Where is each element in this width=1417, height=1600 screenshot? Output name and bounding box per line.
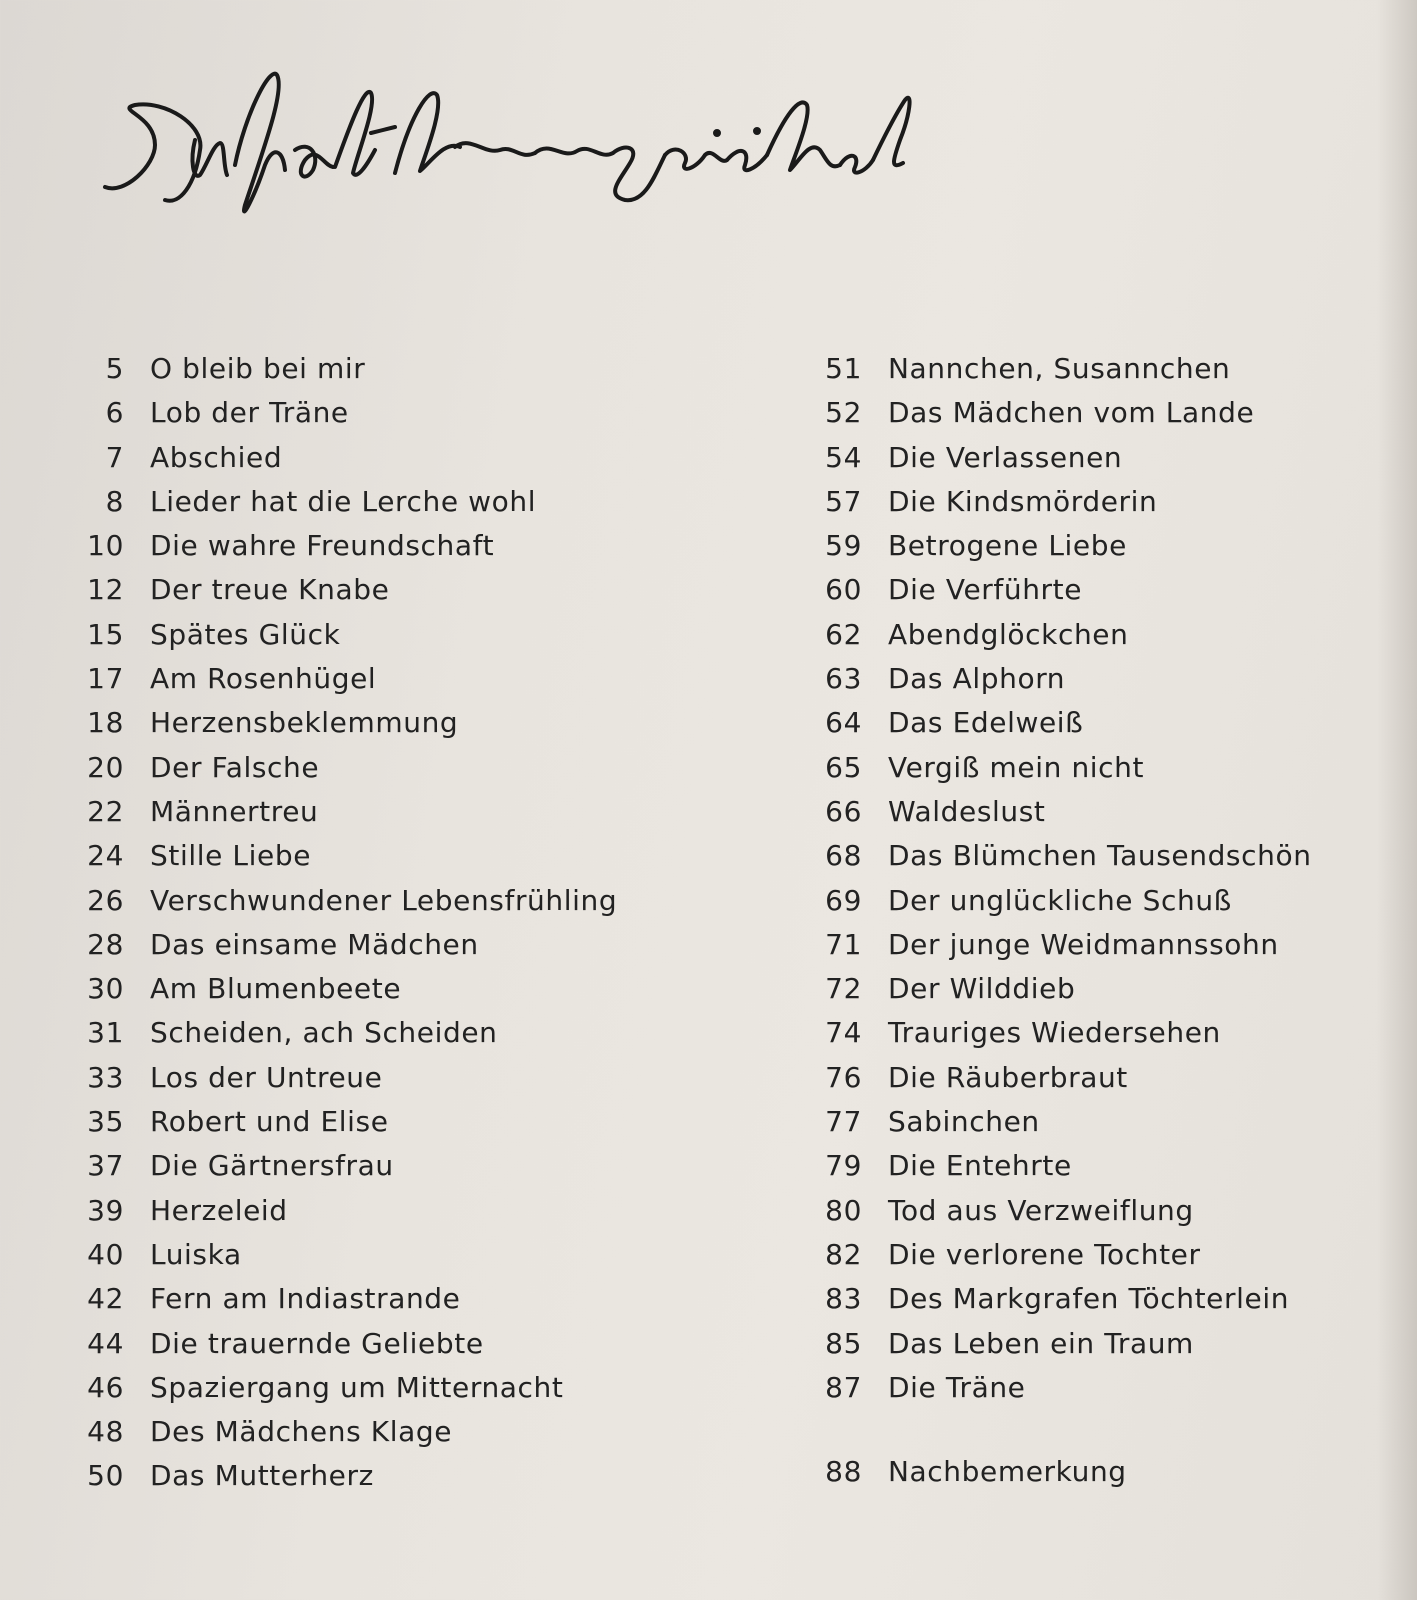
toc-entry bbox=[80, 1327, 720, 1371]
toc-title: Stille Liebe bbox=[150, 839, 312, 873]
toc-entry bbox=[80, 839, 720, 883]
toc-title: Der Wilddieb bbox=[888, 972, 1076, 1006]
toc-page-number: 69 bbox=[825, 883, 862, 917]
toc-page-number: 35 bbox=[87, 1105, 124, 1139]
toc-entry bbox=[818, 529, 1417, 573]
toc-entry bbox=[80, 795, 720, 839]
toc-entry-afterword bbox=[818, 1455, 1417, 1499]
toc-title: Betrogene Liebe bbox=[888, 529, 1127, 563]
toc-page-number: 39 bbox=[87, 1193, 124, 1227]
toc-page-number: 80 bbox=[825, 1193, 862, 1227]
toc-entry bbox=[818, 1238, 1417, 1282]
toc-entry bbox=[818, 1061, 1417, 1105]
toc-title: Am Rosenhügel bbox=[150, 662, 377, 696]
toc-entry bbox=[80, 972, 720, 1016]
toc-title: Die Kindsmörderin bbox=[888, 484, 1158, 518]
toc-title: Die verlorene Tochter bbox=[888, 1237, 1201, 1271]
toc-title: Die Räuberbraut bbox=[888, 1060, 1128, 1094]
toc-entry bbox=[80, 1194, 720, 1238]
toc-page-number: 28 bbox=[87, 927, 124, 961]
toc-entry bbox=[818, 573, 1417, 617]
toc-entry bbox=[818, 706, 1417, 750]
toc-entry bbox=[818, 795, 1417, 839]
toc-entry bbox=[818, 352, 1417, 396]
toc-page-number: 66 bbox=[825, 794, 862, 828]
toc-page-number: 51 bbox=[825, 352, 862, 385]
toc-page-number: 8 bbox=[105, 484, 124, 518]
toc-title: Los der Untreue bbox=[150, 1060, 383, 1094]
toc-title: Das Leben ein Traum bbox=[888, 1326, 1194, 1360]
toc-page-number: 83 bbox=[825, 1282, 862, 1316]
toc-title: Spätes Glück bbox=[150, 617, 341, 651]
toc-title: Trauriges Wiedersehen bbox=[888, 1016, 1221, 1050]
toc-entry bbox=[80, 706, 720, 750]
toc-page-number: 54 bbox=[825, 440, 862, 474]
toc-page-number: 17 bbox=[87, 662, 124, 696]
toc-title: Die wahre Freundschaft bbox=[150, 529, 495, 563]
toc-entry bbox=[818, 972, 1417, 1016]
toc-entry bbox=[80, 1238, 720, 1282]
toc-title: Der junge Weidmannssohn bbox=[888, 927, 1279, 961]
toc-page-number: 42 bbox=[87, 1282, 124, 1316]
toc-title: O bleib bei mir bbox=[150, 352, 366, 385]
toc-title: Das Mädchen vom Lande bbox=[888, 396, 1255, 430]
toc-entry bbox=[818, 751, 1417, 795]
toc-entry bbox=[818, 618, 1417, 662]
toc-entry bbox=[818, 839, 1417, 883]
toc-page-number: 64 bbox=[825, 706, 862, 740]
toc-entry bbox=[80, 662, 720, 706]
toc-entry bbox=[80, 1371, 720, 1415]
toc-page-number: 18 bbox=[87, 706, 124, 740]
toc-title: Herzensbeklemmung bbox=[150, 706, 459, 740]
toc-entry bbox=[818, 1327, 1417, 1371]
toc-page-number: 15 bbox=[87, 617, 124, 651]
toc-page-number: 22 bbox=[87, 794, 124, 828]
toc-title: Waldeslust bbox=[888, 794, 1046, 828]
toc-entry bbox=[80, 884, 720, 928]
toc-page-number: 50 bbox=[87, 1459, 124, 1493]
toc-title: Die Gärtnersfrau bbox=[150, 1149, 394, 1183]
toc-title: Abendglöckchen bbox=[888, 617, 1129, 651]
toc-page-number: 44 bbox=[87, 1326, 124, 1360]
toc-page-number: 63 bbox=[825, 662, 862, 696]
toc-entry bbox=[80, 529, 720, 573]
toc-entry bbox=[80, 441, 720, 485]
toc-title: Vergiß mein nicht bbox=[888, 750, 1145, 784]
toc-page-number: 71 bbox=[825, 927, 862, 961]
toc-title: Die Entehrte bbox=[888, 1149, 1072, 1183]
toc-page-number: 59 bbox=[825, 529, 862, 563]
toc-page-number: 20 bbox=[87, 750, 124, 784]
toc-title: Der treue Knabe bbox=[150, 573, 390, 607]
toc-entry bbox=[80, 1016, 720, 1060]
toc-page-number: 5 bbox=[105, 352, 124, 385]
toc-page-number: 40 bbox=[87, 1237, 124, 1271]
toc-page-number: 57 bbox=[825, 484, 862, 518]
toc-entry bbox=[80, 751, 720, 795]
toc-page-number: 10 bbox=[87, 529, 124, 563]
toc-page-number: 82 bbox=[825, 1237, 862, 1271]
toc-page-number: 60 bbox=[825, 573, 862, 607]
toc-title: Spaziergang um Mitternacht bbox=[150, 1370, 564, 1404]
toc-entry bbox=[80, 928, 720, 972]
toc-page-number: 26 bbox=[87, 883, 124, 917]
toc-entry bbox=[80, 1459, 720, 1503]
toc-title: Abschied bbox=[150, 440, 283, 474]
toc-title: Nachbemerkung bbox=[888, 1455, 1127, 1489]
toc-title: Des Mädchens Klage bbox=[150, 1415, 453, 1449]
toc-title: Männertreu bbox=[150, 794, 319, 828]
toc-title: Das Mutterherz bbox=[150, 1459, 374, 1493]
toc-entry bbox=[80, 1149, 720, 1193]
toc-title: Nannchen, Susannchen bbox=[888, 352, 1231, 385]
toc-entry bbox=[818, 1282, 1417, 1326]
toc-entry bbox=[818, 1105, 1417, 1149]
toc-title: Fern am Indiastrande bbox=[150, 1282, 461, 1316]
toc-entry bbox=[80, 573, 720, 617]
toc-title: Das Alphorn bbox=[888, 662, 1066, 696]
toc-entry bbox=[818, 662, 1417, 706]
toc-title: Robert und Elise bbox=[150, 1105, 389, 1139]
toc-page-number: 87 bbox=[825, 1370, 862, 1404]
toc-right-column bbox=[818, 352, 1417, 1499]
toc-page-number: 48 bbox=[87, 1415, 124, 1449]
toc-title: Die Verlassenen bbox=[888, 440, 1123, 474]
toc-page-number: 37 bbox=[87, 1149, 124, 1183]
toc-page-number: 12 bbox=[87, 573, 124, 607]
toc-entry bbox=[80, 352, 720, 396]
toc-page-number: 24 bbox=[87, 839, 124, 873]
toc-entry bbox=[818, 1194, 1417, 1238]
toc-page-number: 85 bbox=[825, 1326, 862, 1360]
toc-entry bbox=[818, 1371, 1417, 1415]
toc-title: Der Falsche bbox=[150, 750, 320, 784]
toc-title: Die Träne bbox=[888, 1370, 1026, 1404]
toc-title: Tod aus Verzweiflung bbox=[888, 1193, 1194, 1227]
toc-page-number: 76 bbox=[825, 1060, 862, 1094]
toc-title: Lob der Träne bbox=[150, 396, 349, 430]
toc-title: Am Blumenbeete bbox=[150, 972, 402, 1006]
toc-page-number: 30 bbox=[87, 972, 124, 1006]
toc-title: Das einsame Mädchen bbox=[150, 927, 479, 961]
toc-entry bbox=[818, 1149, 1417, 1193]
toc-entry bbox=[80, 618, 720, 662]
toc-page-number: 52 bbox=[825, 396, 862, 430]
toc-entry bbox=[818, 441, 1417, 485]
toc-title: Das Edelweiß bbox=[888, 706, 1084, 740]
toc-page-number: 33 bbox=[87, 1060, 124, 1094]
toc-page-number: 65 bbox=[825, 750, 862, 784]
toc-entry bbox=[80, 1282, 720, 1326]
toc-page-number: 7 bbox=[105, 440, 124, 474]
toc-entry bbox=[818, 396, 1417, 440]
toc-page-number: 68 bbox=[825, 839, 862, 873]
toc-title: Sabinchen bbox=[888, 1105, 1040, 1139]
toc-entry bbox=[80, 396, 720, 440]
toc-page-number: 88 bbox=[825, 1455, 862, 1489]
toc-title: Die Verführte bbox=[888, 573, 1083, 607]
handwritten-title bbox=[95, 55, 925, 230]
toc-title: Scheiden, ach Scheiden bbox=[150, 1016, 498, 1050]
toc-page-number: 72 bbox=[825, 972, 862, 1006]
toc-entry bbox=[818, 884, 1417, 928]
toc-entry bbox=[818, 1016, 1417, 1060]
toc-page-number: 62 bbox=[825, 617, 862, 651]
toc-page-number: 74 bbox=[825, 1016, 862, 1050]
toc-entry bbox=[80, 485, 720, 529]
toc-page-number: 31 bbox=[87, 1016, 124, 1050]
toc-title: Des Markgrafen Töchterlein bbox=[888, 1282, 1290, 1316]
toc-title: Das Blümchen Tausendschön bbox=[888, 839, 1312, 873]
toc-title: Der unglückliche Schuß bbox=[888, 883, 1232, 917]
toc-page-number: 46 bbox=[87, 1370, 124, 1404]
toc-page-number: 79 bbox=[825, 1149, 862, 1183]
toc-entry bbox=[80, 1105, 720, 1149]
toc-title: Verschwundener Lebensfrühling bbox=[150, 883, 618, 917]
toc-left-column bbox=[80, 352, 720, 1504]
toc-title: Die trauernde Geliebte bbox=[150, 1326, 484, 1360]
toc-entry bbox=[80, 1061, 720, 1105]
toc-entry bbox=[818, 485, 1417, 529]
toc-title: Luiska bbox=[150, 1237, 242, 1271]
toc-title: Herzeleid bbox=[150, 1193, 288, 1227]
toc-page-number: 77 bbox=[825, 1105, 862, 1139]
toc-page-number: 6 bbox=[105, 396, 124, 430]
toc-entry bbox=[818, 928, 1417, 972]
toc-entry bbox=[80, 1415, 720, 1459]
toc-title: Lieder hat die Lerche wohl bbox=[150, 484, 537, 518]
